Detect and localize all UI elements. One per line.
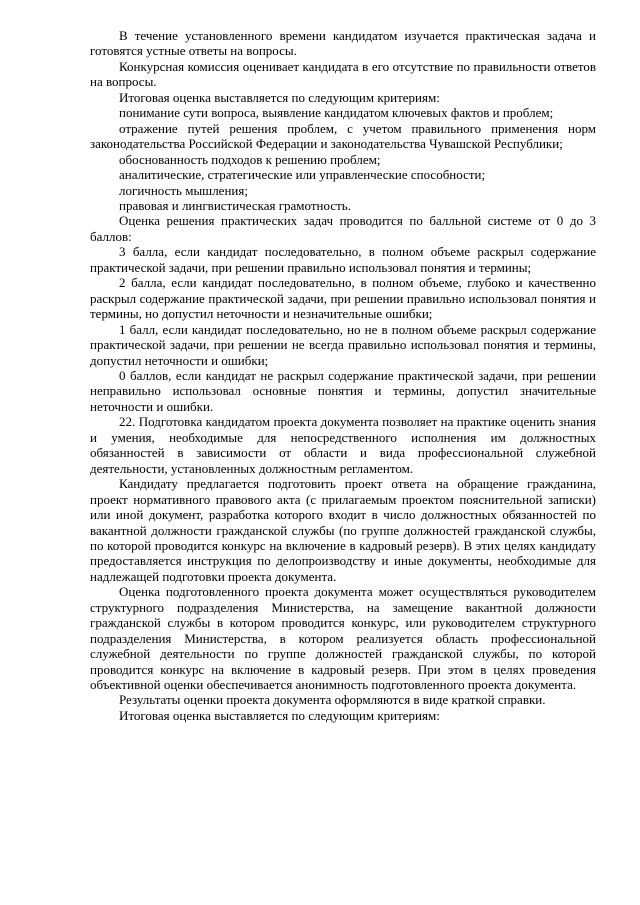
criterion-understanding: понимание сути вопроса, выявление кандидатом ключевых фактов и проблем; xyxy=(119,105,554,121)
score-3-points: 3 балла, если кандидат последовательно, в полном объеме раскрыл содержание практической задачи, при решении правильно использовал понятия и термины; xyxy=(90,244,596,275)
paragraph-scoring-system: Оценка решения практических задач проводится по балльной системе от 0 до 3 баллов: xyxy=(90,213,596,244)
score-1-point: 1 балл, если кандидат последовательно, но не в полном объеме раскрыл содержание практической задачи, при решении не всегда правильно использовал понятия и термины, допустил неточности и ошибки; xyxy=(90,321,596,368)
paragraph-commission-evaluation: Конкурсная комиссия оценивает кандидата в его отсутствие по правильности ответов на вопросы. xyxy=(90,58,596,90)
paragraph-item-22: 22. Подготовка кандидатом проекта документа позволяет на практике оценить знания и умения, необходимые для непосредственного исполнения им должностных обязанностей в зависимости от области и вида профессиональной служебной деятельности, установленных должностным регламентом. xyxy=(90,414,596,476)
paragraph-final-criteria-intro: Итоговая оценка выставляется по следующим критериям: xyxy=(119,707,440,723)
paragraph-results-summary: Результаты оценки проекта документа оформляются в виде краткой справки. xyxy=(119,692,546,708)
criterion-abilities: аналитические, стратегические или управленческие способности; xyxy=(119,167,486,183)
paragraph-draft-assignment: Кандидату предлагается подготовить проект ответа на обращение гражданина, проект нормативного правового акта (с прилагаемым проектом пояснительной записки) или иной документ, разработка которого входит в число должностных обязанностей по вакантной должности гражданской службы (по группе должностей гражданской службы, по которой проводится конкурс на включение в кадровый резерв). В этих целях кандидату предоставляется инструкция по делопроизводству и иные документы, необходимые для надлежащей подготовки проекта документа. xyxy=(90,476,596,584)
paragraph-criteria-intro: Итоговая оценка выставляется по следующим критериям: xyxy=(119,89,440,105)
criterion-logic: логичность мышления; xyxy=(119,182,248,198)
document-page xyxy=(90,28,596,723)
criterion-justification: обоснованность подходов к решению проблем; xyxy=(119,151,381,167)
score-0-points: 0 баллов, если кандидат не раскрыл содержание практической задачи, при решении неправильно использовал основные понятия и термины, допустил значительные неточности и ошибки. xyxy=(90,367,596,414)
paragraph-draft-evaluation: Оценка подготовленного проекта документа может осуществляться руководителем структурного подразделения Министерства, на замещение вакантной должности гражданской службы в котором проводится конкурс, или руководителем структурного подразделения Министерства, в котором реализуется область профессиональной служебной деятельности по группе должностей гражданской службы, по которой проводится конкурс на включение в кадровый резерв. При этом в целях проведения объективной оценки обеспечивается анонимность подготовленного проекта документа. xyxy=(90,584,596,693)
criterion-literacy: правовая и лингвистическая грамотность. xyxy=(119,197,351,213)
criterion-solution-paths: отражение путей решения проблем, с учетом правильного применения норм законодательства Российской Федерации и законодательства Чувашской Республики; xyxy=(90,120,596,152)
score-2-points: 2 балла, если кандидат последовательно, в полном объеме, глубоко и качественно раскрыл содержание практической задачи, при решении правильно использовал понятия и термины, но допустил неточности и незначительные ошибки; xyxy=(90,275,596,322)
paragraph-preparation-time: В течение установленного времени кандидатом изучается практическая задача и готовятся устные ответы на вопросы. xyxy=(90,28,596,59)
